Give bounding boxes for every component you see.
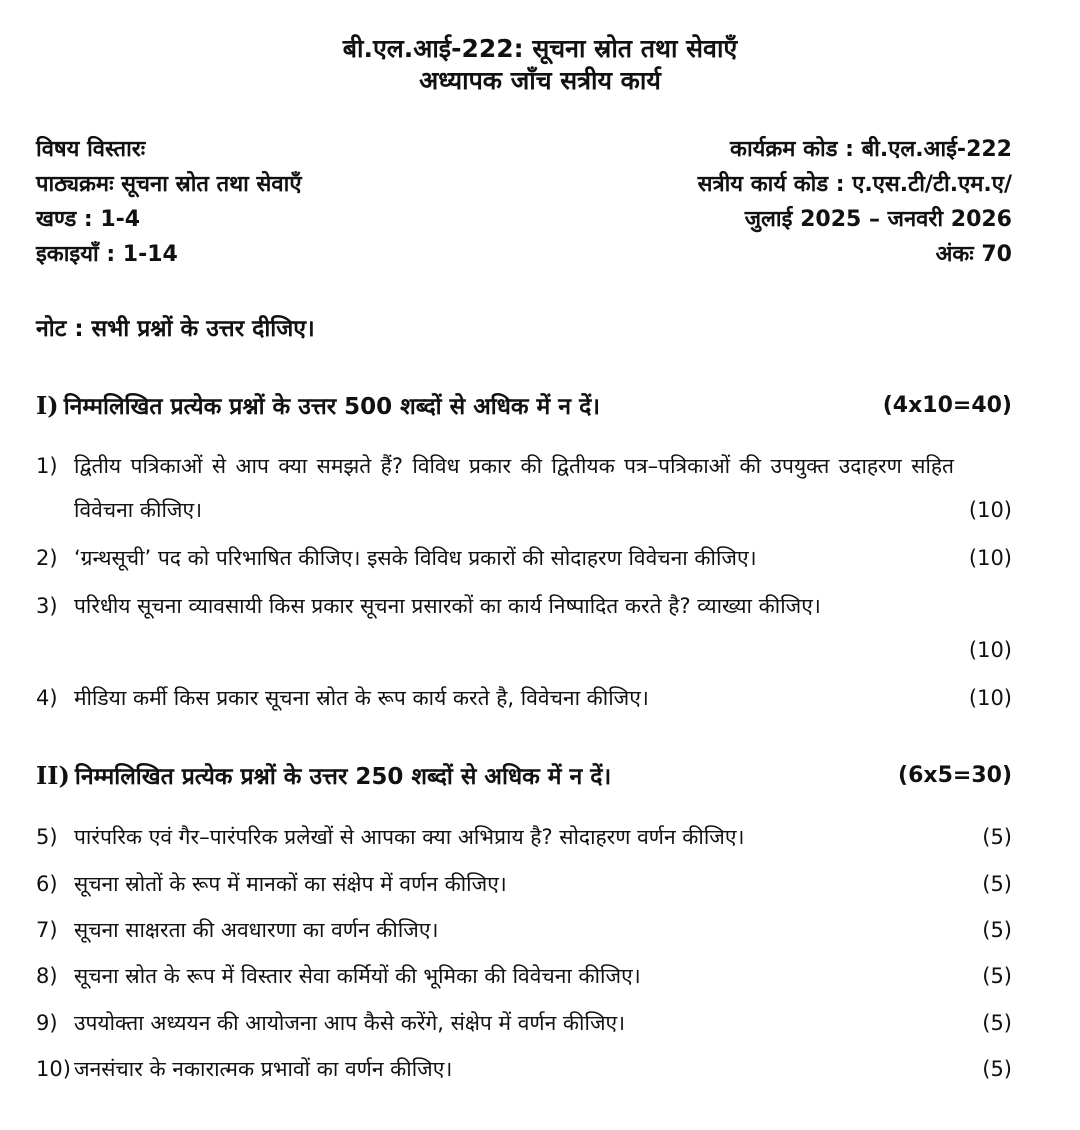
question-marks: (5) [982, 1057, 1012, 1081]
question-marks: (10) [968, 498, 1012, 522]
document-subtitle: अध्यापक जाँच सत्रीय कार्य [419, 66, 661, 95]
question-text: सूचना साक्षरता की अवधारणा का वर्णन कीजिए। [74, 918, 439, 942]
question-4 [36, 676, 1012, 720]
question-number: 5) [36, 825, 58, 849]
question-marks: (5) [982, 918, 1012, 942]
question-number: 10) [36, 1057, 71, 1081]
meta-row-4 [36, 238, 1012, 272]
question-marks: (5) [982, 1011, 1012, 1035]
section-1-instruction: निम्मलिखित प्रत्येक प्रश्नों के उत्तर 500 शब्दों से अधिक में न दें। [63, 394, 601, 420]
meta-row-1 [36, 133, 1012, 167]
question-number: 3) [36, 594, 58, 618]
session: जुलाई 2025 – जनवरी 2026 [744, 207, 1012, 232]
question-marks: (10) [968, 546, 1012, 570]
question-number: 4) [36, 686, 58, 710]
question-7 [36, 908, 1012, 952]
question-3 [36, 584, 1012, 672]
assignment-code: सत्रीय कार्य कोड : ए.एस.टी/टी.एम.ए/ [697, 172, 1012, 197]
question-marks: (10) [968, 686, 1012, 710]
section-1-marks: (4x10=40) [882, 393, 1012, 418]
question-marks: (5) [982, 825, 1012, 849]
question-number: 8) [36, 964, 58, 988]
question-marks: (5) [982, 964, 1012, 988]
question-10 [36, 1047, 1012, 1091]
question-marks: (10) [968, 638, 1012, 662]
question-text: जनसंचार के नकारात्मक प्रभावों का वर्णन कीजिए। [74, 1057, 453, 1081]
question-9 [36, 1001, 1012, 1045]
question-text: सूचना स्रोतों के रूप में मानकों का संक्षेप में वर्णन कीजिए। [74, 872, 507, 896]
section-2-marks: (6x5=30) [898, 763, 1012, 788]
question-text: सूचना स्रोत के रूप में विस्तार सेवा कर्मियों की भूमिका की विवेचना कीजिए। [74, 964, 641, 988]
block-range: खण्ड : 1-4 [36, 207, 141, 232]
section-2-instruction: निम्मलिखित प्रत्येक प्रश्नों के उत्तर 250 शब्दों से अधिक में न दें। [74, 764, 612, 790]
question-text: पारंपरिक एवं गैर–पारंपरिक प्रलेखों से आपका क्या अभिप्राय है? सोदाहरण वर्णन कीजिए। [74, 825, 745, 849]
question-2 [36, 536, 1012, 580]
meta-row-2 [36, 168, 1012, 202]
section-1-heading [36, 388, 1012, 424]
question-6 [36, 862, 1012, 906]
section-1-numeral: I) [36, 391, 59, 420]
question-8 [36, 954, 1012, 998]
instruction-note: नोट : सभी प्रश्नों के उत्तर दीजिए। [36, 316, 315, 342]
question-1 [36, 444, 1012, 532]
question-number: 2) [36, 546, 58, 570]
question-text: ‘ग्रन्थसूची’ पद को परिभाषित कीजिए। इसके विविध प्रकारों की सोदाहरण विवेचना कीजिए। [74, 546, 757, 570]
section-2-heading [36, 758, 1012, 794]
question-number: 1) [36, 454, 58, 478]
meta-row-3 [36, 203, 1012, 237]
question-number: 9) [36, 1011, 58, 1035]
total-marks: अंकः 70 [935, 242, 1012, 267]
question-5 [36, 815, 1012, 859]
programme-code: कार्यक्रम कोड : बी.एल.आई-222 [730, 137, 1012, 162]
question-number: 7) [36, 918, 58, 942]
section-2-numeral: II) [36, 761, 70, 790]
question-text: द्वितीय पत्रिकाओं से आप क्या समझते हैं? विविध प्रकार की द्वितीयक पत्र–पत्रिकाओं की उपयुक्त उदाहरण सहित विवेचना कीजिए। [74, 454, 954, 522]
document-title: बी.एल.आई-222: सूचना स्रोत तथा सेवाएँ [342, 34, 738, 63]
question-number: 6) [36, 872, 58, 896]
course-name: पाठ्यक्रमः सूचना स्रोत तथा सेवाएँ [36, 172, 302, 197]
subject-label: विषय विस्तारः [36, 137, 146, 162]
unit-range: इकाइयाँ : 1-14 [36, 242, 178, 267]
question-marks: (5) [982, 872, 1012, 896]
question-text: उपयोक्ता अध्ययन की आयोजना आप कैसे करेंगे, संक्षेप में वर्णन कीजिए। [74, 1011, 626, 1035]
question-text: मीडिया कर्मी किस प्रकार सूचना स्रोत के रूप कार्य करते है, विवेचना कीजिए। [74, 686, 649, 710]
question-text: परिधीय सूचना व्यावसायी किस प्रकार सूचना प्रसारकों का कार्य निष्पादित करते है? व्याख्या कीजिए। [74, 594, 821, 618]
